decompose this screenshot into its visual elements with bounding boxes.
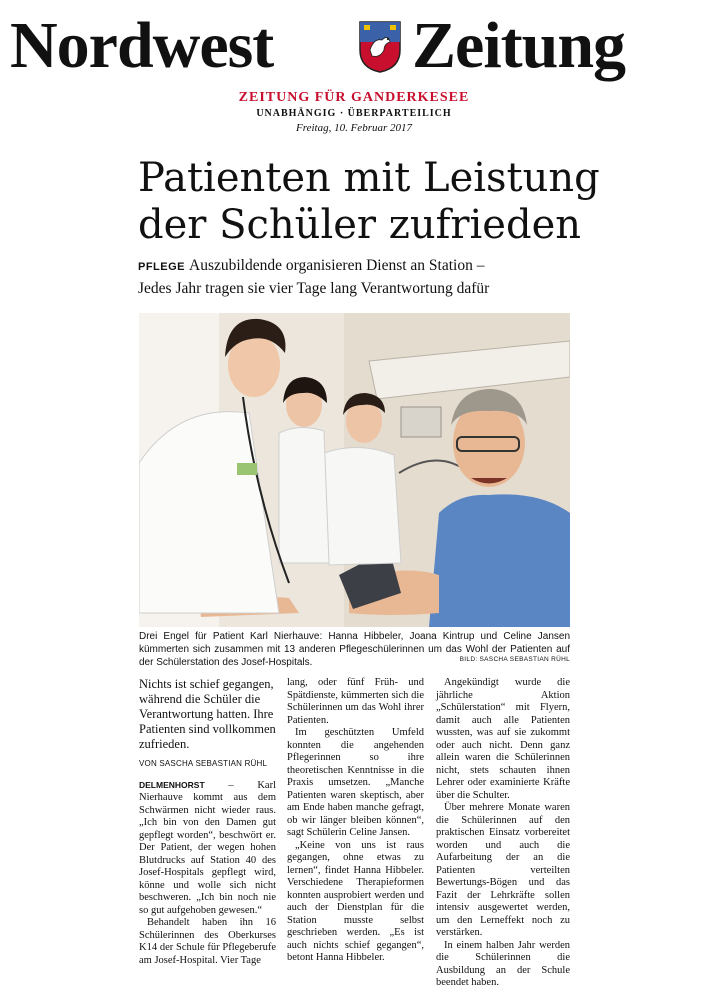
article-intro: Nichts ist schief gegangen, während die Schüler die Verantwortung hatten. Ihre Patienten sind vollkommen zufrieden. bbox=[139, 677, 276, 751]
masthead-name-right: Zeitung bbox=[412, 9, 626, 82]
article-headline bbox=[138, 155, 608, 249]
coat-of-arms-icon bbox=[358, 20, 402, 74]
deck-line-2: Jedes Jahr tragen sie vier Tage lang Verantwortung dafür bbox=[138, 280, 490, 297]
article-column-1 bbox=[139, 677, 276, 967]
masthead-tagline: UNABHÄNGIG · ÜBERPARTEILICH bbox=[256, 108, 452, 119]
paragraph: Behandelt haben ihn 16 Schülerinnen des Oberkurses K14 der Schule für Pflegeberufe am Josef-Hospital. Vier Tage bbox=[139, 917, 276, 966]
deck-line-1: Auszubildende organisieren Dienst an Station – bbox=[189, 257, 485, 274]
photo-credit: BILD: SASCHA SEBASTIAN RÜHL bbox=[459, 656, 570, 663]
paragraph bbox=[139, 779, 276, 918]
photo-caption: Drei Engel für Patient Karl Nierhauve: Hanna Hibbeler, Joana Kintrup und Celine Jansen kümmerten sich zusammen mit 13 anderen Pflegeschülerinnen um das Wohl der Patienten auf der Schülerstation des Josef-Hospitals. bbox=[139, 631, 570, 668]
paragraph: Angekündigt wurde die jährliche Aktion „Schülerstation“ mit Flyern, damit auch alle Patienten wussten, was auf sie zukommt oder auch nicht. Denn ganz allein waren die Schülerinnen nicht, stets schauten ihnen Lehrer oder examinierte Kräfte über die Schulter. bbox=[436, 677, 570, 801]
article-kicker: PFLEGE bbox=[138, 261, 186, 273]
paragraph-text: – Karl Nierhauve kommt aus dem Schwärmen nicht wieder raus. „Ich bin von den Damen gut gepflegt worden“, beschwört er. Der Patient, der wegen hohen Blutdrucks auf Station 40 des Josef-Hospitals gepflegt wird, könne und wolle sich nicht beschweren. „Ich bin noch nie so gut aufgehoben gewesen.“ bbox=[139, 779, 276, 916]
article-byline: VON SASCHA SEBASTIAN RÜHL bbox=[139, 759, 268, 768]
dateline-place: DELMENHORST bbox=[139, 779, 205, 790]
article-deck bbox=[138, 255, 608, 299]
article-column-3 bbox=[436, 677, 570, 990]
masthead-name-left: Nordwest bbox=[10, 9, 274, 82]
issue-date: Freitag, 10. Februar 2017 bbox=[296, 122, 412, 134]
paragraph: Über mehrere Monate waren die Schülerinnen auf den praktischen Einsatz vorbereitet worden und auch die Aufarbeitung der an die Patienten verteilten Bewertungs-Bögen und das Fazit der Lehrkräfte sollen intensiv ausgewertet werden, um den Lerneffekt noch zu verstärken. bbox=[436, 802, 570, 938]
headline-line-2: der Schüler zufrieden bbox=[138, 202, 582, 248]
paragraph: „Keine von uns ist raus gegangen, ohne etwas zu lernen“, findet Hanna Hibbeler. Verschiedene Therapieformen konnten ausprobiert werden und auch der Dienstplan für die Station musste selbst geschrieben werden. „Es ist auch nichts schief gegangen“, betont Hanna Hibbeler. bbox=[287, 839, 424, 963]
masthead bbox=[0, 0, 708, 145]
headline-line-1: Patienten mit Leistung bbox=[138, 155, 600, 201]
article-column-2 bbox=[287, 677, 424, 965]
masthead-subtitle: ZEITUNG FÜR GANDERKESEE bbox=[238, 90, 470, 105]
article-photo bbox=[139, 313, 570, 627]
paragraph: Im geschützten Umfeld konnten die angehenden Pflegerinnen so ihre theoretischen Kenntnisse in die Praxis umsetzen. „Manche Patienten waren skeptisch, aber am Ende haben manche gefragt, ob wir länger bleiben können“, sagt Schülerin Celine Jansen. bbox=[287, 727, 424, 838]
paragraph: lang, oder fünf Früh- und Spätdienste, kümmerten sich die Schülerinnen um das Wohl ihrer Patienten. bbox=[287, 677, 424, 726]
paragraph: In einem halben Jahr werden die Schülerinnen die Ausbildung an der Schule beendet haben. bbox=[436, 939, 570, 988]
